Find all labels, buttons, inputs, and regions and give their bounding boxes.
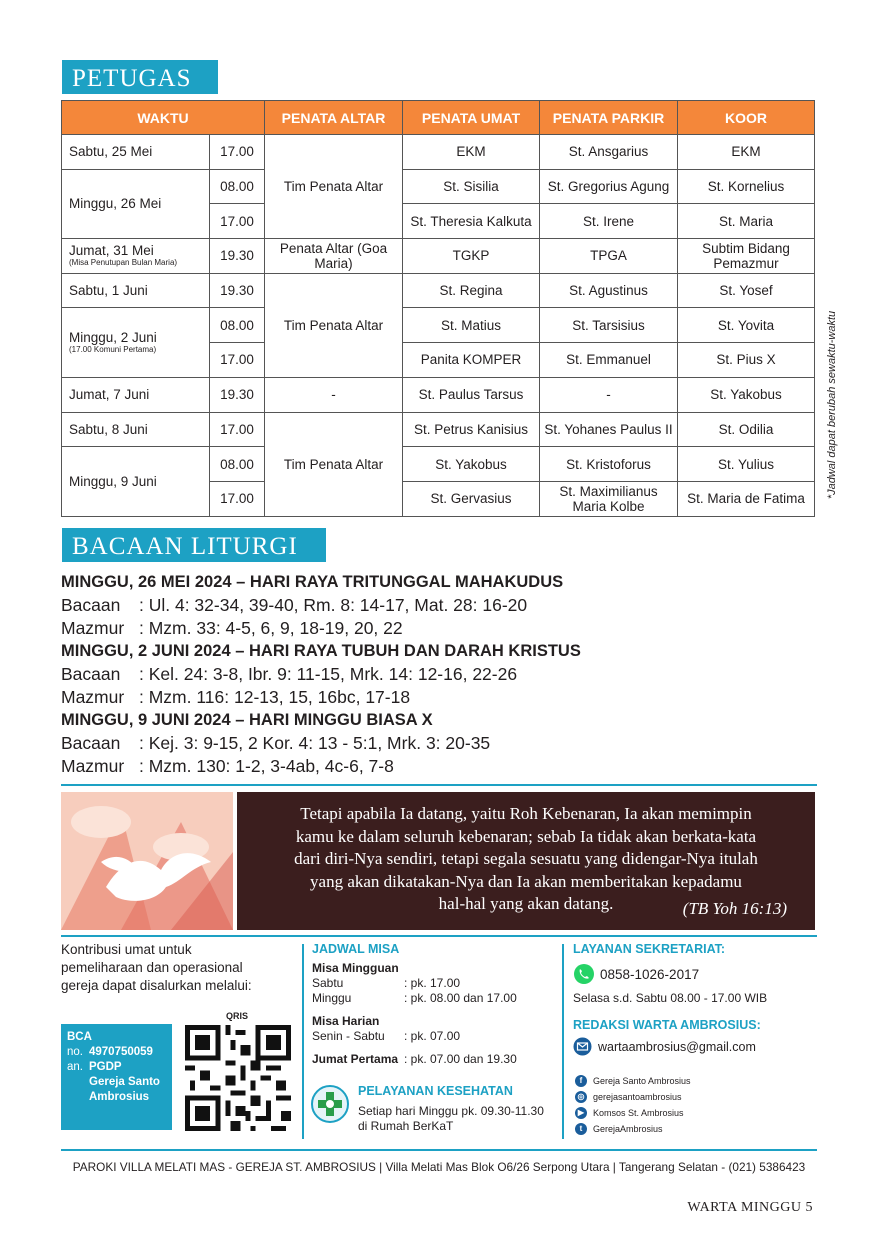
umat-cell: St. Theresia Kalkuta	[403, 204, 540, 239]
altar-cell: Penata Altar (Goa Maria)	[265, 239, 403, 274]
email-address[interactable]: wartaambrosius@gmail.com	[598, 1039, 756, 1054]
reading-line	[61, 594, 821, 617]
table-row	[62, 377, 815, 412]
schedule-day: Sabtu	[312, 976, 344, 990]
social-item[interactable]	[575, 1121, 691, 1137]
kesehatan-title: PELAYANAN KESEHATAN	[358, 1084, 513, 1098]
contribution-line: pemeliharaan dan operasional	[61, 960, 243, 975]
schedule-row	[312, 991, 557, 1006]
koor-cell: St. Maria	[678, 204, 815, 239]
contribution-line: Kontribusi umat untuk	[61, 942, 192, 957]
divider	[61, 935, 817, 937]
account-name: Ambrosius	[89, 1091, 150, 1103]
psalm-line	[61, 686, 821, 709]
kesehatan-line: di Rumah BerKaT	[358, 1119, 454, 1133]
reading-value: : Kel. 24: 3-8, Ibr. 9: 11-15, Mrk. 14: 12-16, 22-26	[139, 664, 518, 684]
day-cell: Minggu, 9 Juni	[62, 447, 210, 516]
column-divider	[562, 944, 564, 1139]
time-cell: 17.00	[210, 135, 265, 170]
phone-row	[573, 963, 699, 985]
reading-value: : Kej. 3: 9-15, 2 Kor. 4: 13 - 5:1, Mrk. 3: 20-35	[139, 733, 491, 753]
header-penata-umat: PENATA UMAT	[403, 101, 540, 135]
day-cell: Sabtu, 25 Mei	[62, 135, 210, 170]
table-row	[62, 273, 815, 308]
redaksi-title: REDAKSI WARTA AMBROSIUS:	[573, 1018, 761, 1032]
koor-cell: St. Yulius	[678, 447, 815, 482]
youtube-icon: ▶	[575, 1107, 587, 1119]
time-cell: 17.00	[210, 343, 265, 378]
header-penata-altar: PENATA ALTAR	[265, 101, 403, 135]
schedule-row	[312, 1029, 557, 1044]
table-row	[62, 169, 815, 204]
petugas-heading: PETUGAS	[62, 60, 218, 94]
bank-account-box	[61, 1024, 172, 1130]
schedule-day: Jumat Pertama	[312, 1052, 399, 1066]
schedule-row	[312, 1052, 557, 1067]
parkir-cell: St. Agustinus	[540, 273, 678, 308]
kesehatan-line: Setiap hari Minggu pk. 09.30-11.30	[358, 1104, 544, 1118]
sekretariat-title: LAYANAN SEKRETARIAT:	[573, 942, 726, 956]
schedule-row	[312, 976, 557, 991]
bank-name: BCA	[67, 1031, 92, 1043]
table-row	[62, 412, 815, 447]
koor-cell: St. Yakobus	[678, 377, 815, 412]
umat-cell: Panita KOMPER	[403, 343, 540, 378]
time-cell: 08.00	[210, 169, 265, 204]
day-label: Jumat, 31 Mei	[69, 243, 154, 259]
misa-mingguan-title: Misa Mingguan	[312, 961, 399, 975]
altar-cell: -	[265, 377, 403, 412]
twitter-icon: t	[575, 1123, 587, 1135]
parish-address: PAROKI VILLA MELATI MAS - GEREJA ST. AMBROSIUS | Villa Melati Mas Blok O6/26 Serpong Utara | Tangerang Selatan - (021) 5386423	[72, 1160, 806, 1174]
umat-cell: St. Sisilia	[403, 169, 540, 204]
divider	[61, 784, 817, 786]
schedule-day: Minggu	[312, 991, 352, 1005]
quote-line: dari diri-Nya sendiri, tetapi segala sesuatu yang didengar-Nya itulah	[294, 849, 758, 868]
readings-list	[61, 571, 821, 778]
email-row	[573, 1037, 756, 1056]
day-note: (Misa Penutupan Bulan Maria)	[69, 258, 178, 268]
bible-quote	[237, 792, 815, 930]
petugas-table	[61, 100, 815, 517]
social-item[interactable]	[575, 1089, 691, 1105]
jadwal-misa-list	[312, 961, 557, 1067]
altar-cell: Tim Penata Altar	[265, 412, 403, 516]
schedule-disclaimer	[824, 290, 838, 522]
reading-heading: MINGGU, 2 JUNI 2024 – HARI RAYA TUBUH DAN DARAH KRISTUS	[61, 642, 581, 660]
contribution-line: gereja dapat disalurkan melalui:	[61, 978, 252, 993]
contribution-text	[61, 941, 271, 995]
whatsapp-icon	[573, 963, 595, 985]
qris-label: QRIS	[226, 1011, 249, 1021]
email-icon	[573, 1037, 592, 1056]
quote-reference: (TB Yoh 16:13)	[682, 898, 787, 918]
koor-cell: St. Odilia	[678, 412, 815, 447]
page-footer: WARTA MINGGU 5	[687, 1200, 813, 1215]
parkir-cell: St. Tarsisius	[540, 308, 678, 343]
social-item[interactable]	[575, 1073, 691, 1089]
account-name-row	[67, 1060, 166, 1075]
account-name-row	[67, 1090, 166, 1105]
social-label: Gereja Santo Ambrosius	[593, 1076, 691, 1086]
health-service-icon	[311, 1084, 349, 1124]
quote-line: hal-hal yang akan datang.	[438, 894, 614, 913]
koor-cell: St. Kornelius	[678, 169, 815, 204]
account-name-row	[67, 1075, 166, 1090]
bacaan-heading: BACAAN LITURGI	[62, 528, 326, 562]
account-name: PGDP	[89, 1061, 122, 1073]
day-cell: Minggu, 26 Mei	[62, 169, 210, 238]
table-row	[62, 239, 815, 274]
time-cell: 17.00	[210, 204, 265, 239]
psalm-value: : Mzm. 116: 12-13, 15, 16bc, 17-18	[139, 687, 411, 707]
social-label: Komsos St. Ambrosius	[593, 1108, 684, 1118]
header-waktu: WAKTU	[62, 101, 265, 135]
header-penata-parkir: PENATA PARKIR	[540, 101, 678, 135]
header-koor: KOOR	[678, 101, 815, 135]
reading-label: Bacaan	[61, 664, 121, 684]
umat-cell: TGKP	[403, 239, 540, 274]
parkir-cell: St. Ansgarius	[540, 135, 678, 170]
time-cell: 08.00	[210, 308, 265, 343]
kesehatan-info	[358, 1104, 544, 1134]
umat-cell: St. Gervasius	[403, 481, 540, 516]
psalm-line	[61, 617, 821, 640]
dove-icon	[61, 792, 233, 930]
misa-harian-title: Misa Harian	[312, 1014, 380, 1028]
reading-heading: MINGGU, 26 MEI 2024 – HARI RAYA TRITUNGGAL MAHAKUDUS	[61, 573, 564, 591]
table-row	[62, 308, 815, 343]
time-cell: 17.00	[210, 412, 265, 447]
psalm-value: : Mzm. 130: 1-2, 3-4ab, 4c-6, 7-8	[139, 756, 394, 776]
day-cell: Sabtu, 8 Juni	[62, 412, 210, 447]
account-name: Gereja Santo	[89, 1076, 160, 1088]
umat-cell: EKM	[403, 135, 540, 170]
day-note: (17.00 Komuni Pertama)	[69, 345, 157, 355]
koor-cell: St. Yosef	[678, 273, 815, 308]
table-header-row	[62, 101, 815, 135]
social-list	[575, 1073, 691, 1137]
quote-line: Tetapi apabila Ia datang, yaitu Roh Kebenaran, Ia akan memimpin	[300, 804, 752, 823]
day-cell	[62, 308, 210, 377]
time-cell: 19.30	[210, 377, 265, 412]
reading-label: Bacaan	[61, 595, 121, 615]
reading-line	[61, 663, 821, 686]
schedule-time: : pk. 07.00 dan 19.30	[404, 1052, 517, 1066]
koor-cell: EKM	[678, 135, 815, 170]
time-cell: 19.30	[210, 239, 265, 274]
table-row	[62, 447, 815, 482]
day-cell: Sabtu, 1 Juni	[62, 273, 210, 308]
parkir-cell: St. Yohanes Paulus II	[540, 412, 678, 447]
reading-value: : Ul. 4: 32-34, 39-40, Rm. 8: 14-17, Mat. 28: 16-20	[139, 595, 528, 615]
parkir-cell: St. Emmanuel	[540, 343, 678, 378]
account-name-label: an.	[67, 1061, 83, 1073]
psalm-label: Mazmur	[61, 618, 125, 638]
dove-illustration	[61, 792, 233, 930]
social-item[interactable]	[575, 1105, 691, 1121]
reading-heading: MINGGU, 9 JUNI 2024 – HARI MINGGU BIASA X	[61, 711, 433, 729]
umat-cell: St. Paulus Tarsus	[403, 377, 540, 412]
schedule-time: : pk. 17.00	[404, 976, 461, 990]
parkir-cell: St. Maximilianus Maria Kolbe	[540, 481, 678, 516]
account-number-label: no.	[67, 1046, 83, 1058]
day-cell	[62, 239, 210, 274]
social-label: GerejaAmbrosius	[593, 1124, 663, 1134]
day-cell: Jumat, 7 Juni	[62, 377, 210, 412]
time-cell: 19.30	[210, 273, 265, 308]
psalm-line	[61, 755, 821, 778]
altar-cell: Tim Penata Altar	[265, 273, 403, 377]
quote-line: yang akan dikatakan-Nya dan Ia akan memberitakan kepadamu	[310, 871, 742, 891]
koor-cell: St. Yovita	[678, 308, 815, 343]
psalm-value: : Mzm. 33: 4-5, 6, 9, 18-19, 20, 22	[139, 618, 403, 638]
jadwal-misa-title: JADWAL MISA	[312, 942, 400, 956]
psalm-label: Mazmur	[61, 756, 125, 776]
schedule-time: : pk. 08.00 dan 17.00	[404, 991, 517, 1005]
schedule-day: Senin - Sabtu	[312, 1029, 385, 1043]
qr-code-icon	[185, 1025, 291, 1131]
time-cell: 17.00	[210, 481, 265, 516]
facebook-icon: f	[575, 1075, 587, 1087]
umat-cell: St. Regina	[403, 273, 540, 308]
account-number-row	[67, 1045, 166, 1060]
parkir-cell: -	[540, 377, 678, 412]
table-row	[62, 135, 815, 170]
phone-number[interactable]: 0858-1026-2017	[600, 966, 700, 982]
schedule-disclaimer-text: *Jadwal dapat berubah sewaktu-waktu	[826, 310, 838, 500]
day-label: Minggu, 2 Juni	[69, 330, 157, 346]
time-cell: 08.00	[210, 447, 265, 482]
quote-line: kamu ke dalam seluruh kebenaran; sebab Ia tidak akan berkata-kata	[295, 826, 757, 846]
instagram-icon: ◎	[575, 1091, 587, 1103]
schedule-time: : pk. 07.00	[404, 1029, 461, 1043]
koor-cell: St. Maria de Fatima	[678, 481, 815, 516]
koor-cell: St. Pius X	[678, 343, 815, 378]
divider	[61, 1149, 817, 1151]
parkir-cell: St. Gregorius Agung	[540, 169, 678, 204]
umat-cell: St. Matius	[403, 308, 540, 343]
koor-cell: Subtim Bidang Pemazmur	[678, 239, 815, 274]
umat-cell: St. Petrus Kanisius	[403, 412, 540, 447]
psalm-label: Mazmur	[61, 687, 125, 707]
parkir-cell: St. Irene	[540, 204, 678, 239]
reading-line	[61, 732, 821, 755]
parkir-cell: St. Kristoforus	[540, 447, 678, 482]
account-number: 4970750059	[89, 1046, 153, 1058]
social-label: gerejasantoambrosius	[593, 1092, 682, 1102]
parkir-cell: TPGA	[540, 239, 678, 274]
office-hours: Selasa s.d. Sabtu 08.00 - 17.00 WIB	[573, 991, 768, 1005]
umat-cell: St. Yakobus	[403, 447, 540, 482]
altar-cell: Tim Penata Altar	[265, 135, 403, 239]
column-divider	[302, 944, 304, 1139]
reading-label: Bacaan	[61, 733, 121, 753]
